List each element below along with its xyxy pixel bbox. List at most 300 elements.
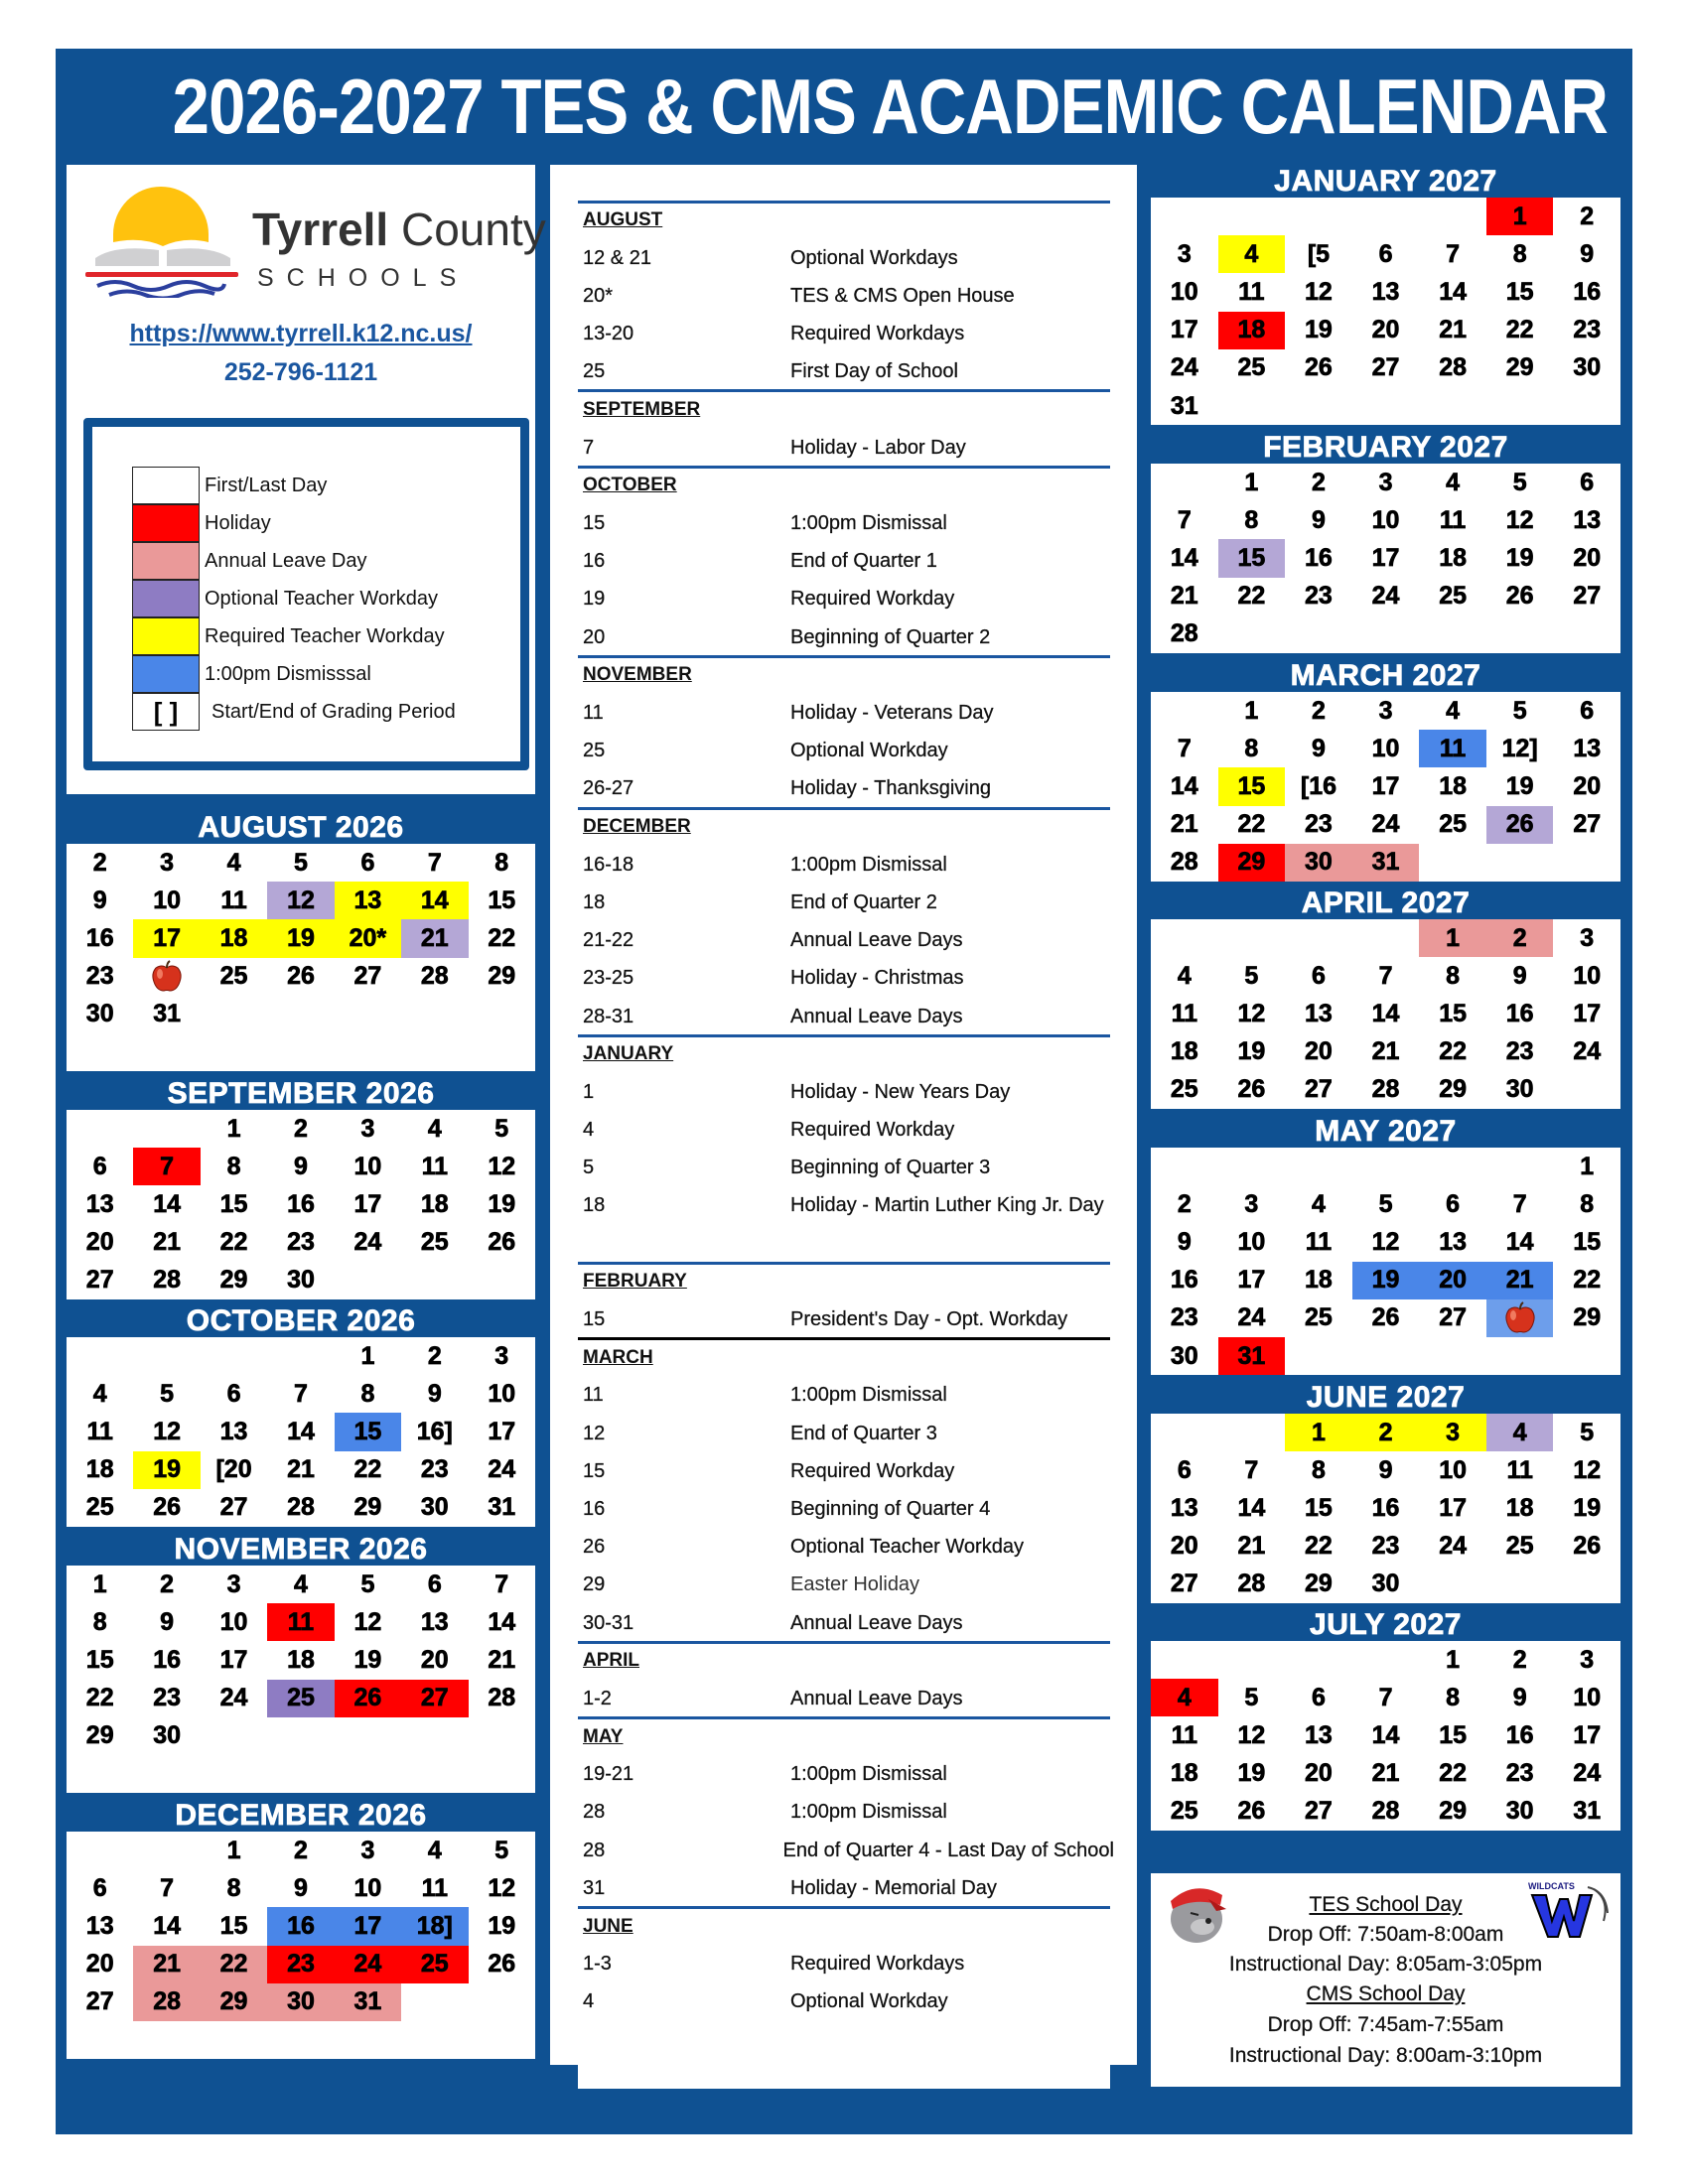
empty-cell — [469, 2021, 535, 2059]
day-cell: 23 — [1305, 810, 1333, 839]
day-cell: 27 — [1573, 810, 1602, 839]
day-cell: 3 — [1244, 1189, 1259, 1218]
day-cell: 10 — [1371, 734, 1400, 762]
day-cell: 26 — [1237, 1075, 1266, 1104]
day-cell: 22 — [1573, 1266, 1602, 1295]
event-item — [578, 733, 1114, 770]
day-cell: 9 — [1311, 505, 1326, 534]
day-cell: 10 — [1573, 1683, 1602, 1711]
empty-cell — [133, 1110, 200, 1148]
day-cell: 14 — [488, 1607, 516, 1636]
day-cell: 27 — [1573, 582, 1602, 611]
empty-cell — [67, 1832, 133, 1869]
day-cell: 24 — [1371, 582, 1400, 611]
empty-cell — [1486, 1337, 1554, 1375]
day-cell: 15 — [219, 1911, 248, 1940]
events-list — [578, 202, 1114, 2021]
day-cell: 15 — [1505, 277, 1534, 306]
day-cell: 5 — [294, 848, 308, 877]
day-cell: 30 — [287, 1266, 315, 1295]
day-cell: 13 — [1305, 999, 1333, 1027]
day-cell: 13 — [85, 1189, 114, 1218]
day-cell: 16 — [1505, 1720, 1534, 1749]
events-section-august — [578, 202, 1114, 391]
day-cell: 8 — [226, 1873, 241, 1902]
day-cell: 28 — [420, 962, 449, 991]
week-row — [67, 1337, 535, 1375]
week-row — [1151, 501, 1620, 539]
day-cell: 18 — [1439, 771, 1467, 800]
day-cell: 7 — [1378, 1683, 1393, 1711]
events-month-heading: DECEMBER — [583, 816, 691, 838]
events-month-heading: JANUARY — [583, 1043, 674, 1065]
day-cell: 10 — [353, 1873, 382, 1902]
empty-cell — [1285, 1337, 1352, 1375]
section-divider — [578, 1337, 1110, 1340]
day-cell: [20 — [215, 1455, 252, 1484]
day-cell: 11 — [421, 1152, 449, 1180]
event-item — [578, 1529, 1114, 1567]
event-description: Holiday - Veterans Day — [790, 702, 994, 725]
day-cell: 17 — [1170, 316, 1198, 344]
day-cell: 16 — [1305, 543, 1333, 572]
day-cell: 5 — [160, 1379, 175, 1408]
day-cell: 7 — [133, 1148, 200, 1185]
event-date: 11 — [583, 1384, 604, 1407]
event-date: 30-31 — [583, 1611, 634, 1634]
day-cell: 26 — [1237, 1797, 1266, 1826]
day-cell: 28 — [1371, 1075, 1400, 1104]
day-cell: 11 — [1171, 999, 1197, 1027]
event-description: Required Workday — [790, 588, 955, 611]
empty-cell — [335, 1033, 401, 1071]
week-row — [67, 1946, 535, 1983]
month-title: MARCH 2027 — [1290, 659, 1481, 692]
day-cell: 23 — [1573, 316, 1602, 344]
day-cell: 21 — [1371, 1037, 1400, 1066]
day-cell: 8 — [360, 1379, 375, 1408]
day-cell: 16 — [1170, 1266, 1198, 1295]
week-row — [67, 2021, 535, 2059]
apple-icon — [150, 960, 184, 994]
empty-cell — [1419, 1148, 1486, 1185]
tes-dropoff: Drop Off: 7:50am-8:00am — [1267, 1923, 1504, 1946]
day-cell: 11 — [1238, 277, 1265, 306]
week-row — [1151, 806, 1620, 844]
empty-cell — [401, 996, 468, 1033]
week-row — [1151, 1641, 1620, 1679]
day-cell: 27 — [1170, 1570, 1198, 1598]
day-cell: 8 — [226, 1152, 241, 1180]
day-cell: 6 — [1311, 1683, 1326, 1711]
week-row — [67, 1603, 535, 1641]
calendar-may-2027 — [1151, 1114, 1620, 1375]
day-cell: 4 — [92, 1379, 107, 1408]
day-cell: 15 — [488, 886, 516, 914]
empty-cell — [1486, 1566, 1554, 1603]
empty-cell — [133, 1755, 200, 1793]
day-cell: 14 — [1170, 771, 1198, 800]
legend-item-first-last — [132, 467, 327, 504]
day-cell: 3 — [1580, 1645, 1595, 1674]
cms-dropoff: Drop Off: 7:45am-7:55am — [1267, 2013, 1504, 2036]
event-description: Required Workdays — [790, 323, 965, 345]
legend-item-optional2 — [132, 580, 438, 617]
day-cell: 12 — [1237, 1720, 1266, 1749]
day-cell: 12 — [1305, 277, 1333, 306]
day-cell: 21 — [287, 1455, 315, 1484]
event-date: 11 — [583, 702, 604, 725]
day-cell: 10 — [353, 1152, 382, 1180]
empty-cell — [133, 1337, 200, 1375]
week-row — [1151, 1528, 1620, 1566]
day-cell: 13 — [335, 882, 401, 919]
day-cell: 27 — [85, 1987, 114, 2016]
event-item — [578, 884, 1114, 921]
empty-cell — [469, 1717, 535, 1755]
day-cell: 19 — [1237, 1759, 1266, 1788]
day-cell: [16 — [1300, 771, 1337, 800]
apple-icon — [1503, 1301, 1537, 1335]
empty-cell — [201, 1755, 267, 1793]
day-cell: 28 — [488, 1684, 516, 1712]
event-date: 19-21 — [583, 1763, 634, 1786]
day-cell: 4 — [1446, 468, 1461, 496]
week-row — [1151, 957, 1620, 995]
day-cell: 25 — [1170, 1797, 1198, 1826]
day-cell: 24 — [353, 1228, 382, 1257]
week-row — [1151, 312, 1620, 349]
empty-cell — [335, 2021, 401, 2059]
event-date: 4 — [583, 1990, 595, 2013]
legend-swatch — [132, 617, 200, 655]
day-cell: 1 — [1244, 468, 1259, 496]
day-cell: 29 — [1439, 1797, 1467, 1826]
event-description: Optional Workday — [790, 740, 948, 762]
day-cell: 12 — [488, 1873, 516, 1902]
section-divider — [578, 807, 1110, 810]
empty-cell — [201, 2021, 267, 2059]
week-row — [1151, 844, 1620, 882]
empty-cell — [401, 1755, 468, 1793]
week-row — [67, 1869, 535, 1907]
day-cell: 18 — [287, 1645, 315, 1674]
day-cell: 9 — [1512, 961, 1527, 990]
event-item — [578, 1832, 1114, 1869]
event-date: 15 — [583, 512, 606, 535]
event-description: Annual Leave Days — [790, 1005, 963, 1027]
week-row — [1151, 273, 1620, 311]
event-item — [578, 353, 1114, 391]
day-cell: 23 — [420, 1455, 449, 1484]
day-cell: 9 — [1177, 1227, 1192, 1256]
day-cell: 4 — [1446, 696, 1461, 725]
week-row — [1151, 730, 1620, 767]
day-cell: 20 — [420, 1645, 449, 1674]
day-cell: 4 — [1311, 1189, 1326, 1218]
month-title: JUNE 2027 — [1306, 1381, 1466, 1414]
empty-cell — [1285, 1641, 1352, 1679]
day-cell: 9 — [294, 1152, 308, 1180]
day-cell: 4 — [1486, 1414, 1554, 1451]
month-grid — [67, 844, 535, 1071]
month-title: APRIL 2027 — [1301, 887, 1471, 919]
event-item — [578, 1452, 1114, 1490]
empty-cell — [401, 2021, 468, 2059]
day-cell: 16] — [416, 1417, 453, 1445]
week-row — [1151, 1299, 1620, 1337]
day-cell: 24 — [335, 1946, 401, 1983]
empty-cell — [1553, 615, 1620, 653]
empty-cell — [1419, 615, 1486, 653]
day-cell: 12 — [353, 1607, 382, 1636]
day-cell: 31 — [1352, 844, 1420, 882]
day-cell: 1 — [226, 1114, 241, 1143]
events-section-november — [578, 656, 1114, 808]
day-cell: 19 — [1505, 543, 1534, 572]
empty-cell — [1419, 844, 1486, 882]
day-cell: 21 — [1237, 1532, 1266, 1561]
day-cell: 30 — [1170, 1341, 1198, 1370]
event-item — [578, 998, 1114, 1035]
event-description: Holiday - Christmas — [790, 967, 964, 990]
week-row — [1151, 1414, 1620, 1451]
event-date: 5 — [583, 1157, 595, 1179]
day-cell: 10 — [1371, 505, 1400, 534]
day-cell: 3 — [1378, 468, 1393, 496]
day-cell: 14 — [1439, 277, 1467, 306]
month-title: NOVEMBER 2026 — [174, 1533, 428, 1566]
day-cell: 28 — [1237, 1570, 1266, 1598]
week-row — [1151, 1262, 1620, 1299]
brand-name-bold: Tyrrell — [252, 204, 389, 255]
day-cell: 26 — [1305, 353, 1333, 382]
legend-swatch: [ ] — [132, 693, 200, 731]
day-cell: 29 — [1573, 1303, 1602, 1332]
event-date: 15 — [583, 1459, 606, 1482]
day-cell: 29 — [219, 1266, 248, 1295]
event-description: 1:00pm Dismissal — [790, 512, 947, 535]
day-cell: 3 — [1378, 696, 1393, 725]
week-row — [1151, 1679, 1620, 1716]
day-cell: 3 — [494, 1341, 509, 1370]
week-row — [67, 919, 535, 957]
event-description: Annual Leave Days — [790, 1611, 963, 1634]
day-cell: 1 — [226, 1836, 241, 1864]
day-cell: 11 — [267, 1603, 334, 1641]
tes-instructional: Instructional Day: 8:05am-3:05pm — [1228, 1953, 1543, 1976]
day-cell: 31 — [1170, 391, 1198, 420]
day-cell: 11 — [1171, 1720, 1197, 1749]
event-item — [578, 694, 1114, 732]
week-row — [67, 1375, 535, 1413]
day-cell: 2 — [294, 1836, 308, 1864]
day-cell: 11 — [1419, 730, 1486, 767]
day-cell: 19 — [1237, 1037, 1266, 1066]
district-phone: 252-796-1121 — [223, 358, 378, 386]
event-date: 29 — [583, 1573, 606, 1596]
day-cell: 24 — [1170, 353, 1198, 382]
day-cell: 7 — [1446, 239, 1461, 268]
empty-cell — [1151, 919, 1218, 957]
week-row — [67, 1717, 535, 1755]
day-cell: 5 — [1378, 1189, 1393, 1218]
day-cell: 8 — [1244, 505, 1259, 534]
day-cell: 19 — [133, 1451, 200, 1489]
day-cell: 29 — [85, 1721, 114, 1750]
day-cell: 16 — [1573, 277, 1602, 306]
day-cell: 6 — [1311, 961, 1326, 990]
legend-label: Required Teacher Workday — [205, 624, 445, 647]
month-title: JULY 2027 — [1310, 1608, 1462, 1641]
events-section-september — [578, 391, 1114, 467]
event-item — [578, 846, 1114, 884]
section-divider — [578, 1716, 1110, 1719]
day-cell: 29 — [488, 962, 516, 991]
empty-cell — [1486, 615, 1554, 653]
event-description: Easter Holiday — [790, 1573, 920, 1596]
section-divider — [578, 1906, 1110, 1909]
day-cell: 25 — [420, 1228, 449, 1257]
day-cell: 6 — [1177, 1455, 1192, 1484]
day-cell: 17 — [353, 1189, 382, 1218]
day-cell: 9 — [294, 1873, 308, 1902]
day-cell: 25 — [1439, 582, 1467, 611]
day-cell: 26 — [1486, 806, 1554, 844]
event-item — [578, 770, 1114, 808]
day-cell: 31 — [1218, 1337, 1286, 1375]
day-cell: 14 — [153, 1911, 182, 1940]
event-description: TES & CMS Open House — [790, 284, 1015, 307]
day-cell: 11 — [1506, 1455, 1533, 1484]
event-date: 25 — [583, 360, 606, 383]
day-cell: 20 — [1371, 316, 1400, 344]
day-cell: 12 — [488, 1152, 516, 1180]
empty-cell — [1553, 387, 1620, 425]
week-row — [67, 1451, 535, 1489]
event-date: 28-31 — [583, 1005, 634, 1027]
calendar-september-2026 — [67, 1076, 535, 1299]
district-website-link[interactable]: https://www.tyrrell.k12.nc.us/ — [129, 320, 473, 347]
day-cell: 29 — [1218, 844, 1286, 882]
week-row — [1151, 919, 1620, 957]
empty-cell — [1218, 198, 1286, 235]
day-cell: 16 — [267, 1907, 334, 1945]
section-divider — [578, 201, 1110, 204]
day-cell: 27 — [1439, 1303, 1467, 1332]
empty-cell — [201, 1033, 267, 1071]
event-item — [578, 1415, 1114, 1452]
day-cell: 10 — [1170, 277, 1198, 306]
empty-cell — [1151, 464, 1218, 501]
legend — [83, 418, 529, 770]
day-cell: 26 — [1505, 582, 1534, 611]
day-cell: 8 — [1446, 961, 1461, 990]
day-cell: 17 — [1439, 1493, 1467, 1522]
day-cell: 18 — [85, 1455, 114, 1484]
day-cell: 30 — [420, 1493, 449, 1522]
event-date: 20* — [583, 284, 614, 307]
day-cell: 14 — [1170, 543, 1198, 572]
month-grid — [1151, 1414, 1620, 1603]
day-cell: 1 — [1285, 1414, 1352, 1451]
day-cell: 30 — [1505, 1075, 1534, 1104]
empty-cell — [1352, 1337, 1420, 1375]
week-row — [67, 882, 535, 919]
day-cell: 24 — [1237, 1303, 1266, 1332]
day-cell: 26 — [153, 1493, 182, 1522]
event-item — [578, 581, 1114, 618]
day-cell: 28 — [287, 1493, 315, 1522]
day-cell: 22 — [85, 1684, 114, 1712]
empty-cell — [1151, 1414, 1218, 1451]
empty-cell — [267, 1337, 334, 1375]
day-cell: 18 — [420, 1189, 449, 1218]
day-cell: 11 — [1305, 1227, 1333, 1256]
day-cell: 19 — [488, 1189, 516, 1218]
day-cell: 26 — [1371, 1303, 1400, 1332]
calendar-august-2026 — [67, 810, 535, 1071]
empty-cell — [1553, 1337, 1620, 1375]
month-title: SEPTEMBER 2026 — [167, 1077, 435, 1110]
empty-cell — [1419, 1337, 1486, 1375]
day-cell: 19 — [1352, 1262, 1420, 1299]
day-cell: 7 — [294, 1379, 308, 1408]
day-cell: 13 — [1573, 734, 1602, 762]
day-cell: 19 — [488, 1911, 516, 1940]
event-item — [578, 1680, 1114, 1717]
week-row — [67, 1983, 535, 2021]
day-cell: 24 — [1371, 810, 1400, 839]
day-cell: 8 — [1512, 239, 1527, 268]
day-cell: 18 — [1439, 543, 1467, 572]
empty-cell — [401, 1262, 468, 1299]
day-cell: 20 — [1305, 1037, 1333, 1066]
legend-label: First/Last Day — [205, 474, 328, 496]
event-description: 1:00pm Dismissal — [790, 1384, 947, 1407]
empty-cell — [267, 1755, 334, 1793]
week-row — [1151, 387, 1620, 425]
day-cell: 27 — [219, 1493, 248, 1522]
event-date: 28 — [583, 1839, 606, 1861]
day-cell: 13 — [1573, 505, 1602, 534]
week-row — [1151, 692, 1620, 730]
day-cell: 23 — [85, 962, 114, 991]
brand-name — [252, 203, 546, 256]
empty-cell — [1285, 1148, 1352, 1185]
week-row — [67, 844, 535, 882]
day-cell: 30 — [153, 1721, 182, 1750]
week-row — [1151, 198, 1620, 235]
day-cell: 11 — [1439, 505, 1467, 534]
day-cell: 15 — [1218, 539, 1286, 577]
week-row — [67, 1224, 535, 1262]
day-cell: 4 — [427, 1114, 442, 1143]
empty-cell — [1285, 198, 1352, 235]
day-cell: 15 — [335, 1413, 401, 1450]
event-date: 12 — [583, 1422, 606, 1444]
day-cell: 28 — [1170, 619, 1198, 648]
day-cell: 9 — [427, 1379, 442, 1408]
month-title: FEBRUARY 2027 — [1263, 431, 1508, 464]
day-cell: 25 — [219, 962, 248, 991]
day-cell: 8 — [92, 1607, 107, 1636]
day-cell: 4 — [427, 1836, 442, 1864]
day-cell: 2 — [92, 848, 107, 877]
day-cell: 30 — [1573, 353, 1602, 382]
day-cell: 14 — [1505, 1227, 1534, 1256]
event-item — [578, 1377, 1114, 1415]
